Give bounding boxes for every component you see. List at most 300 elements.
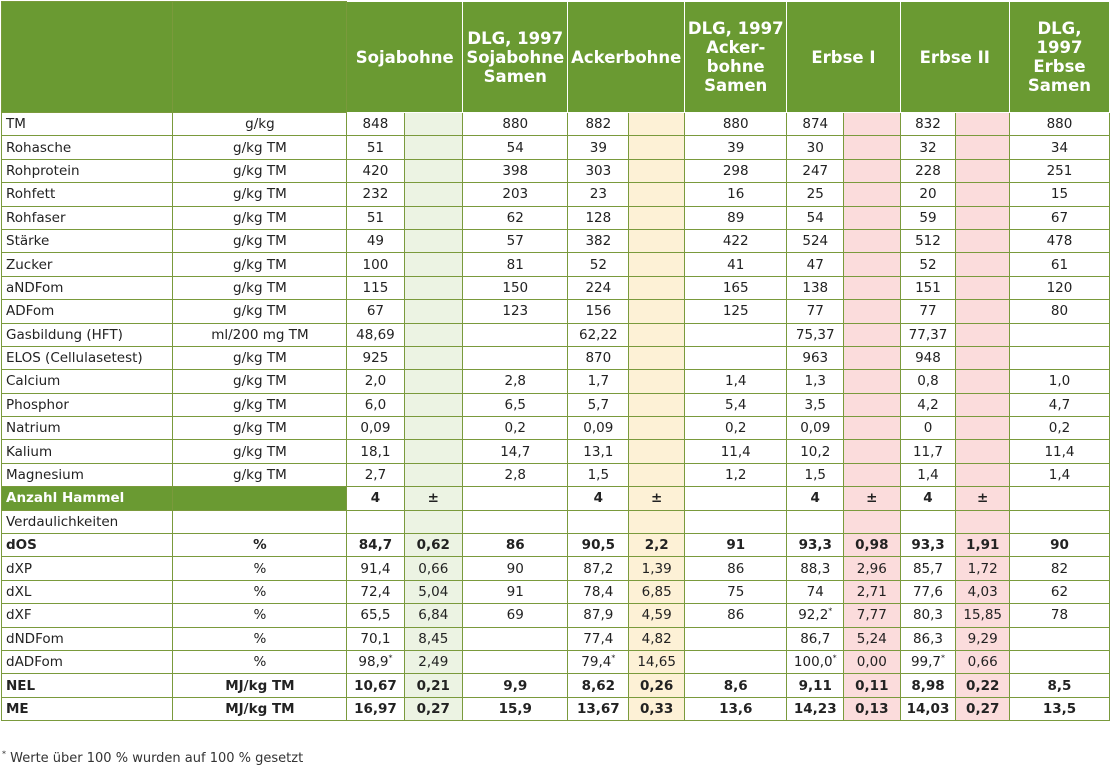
- table-cell: 70,1: [347, 627, 404, 650]
- table-cell: 880: [1009, 113, 1109, 136]
- table-cell: 7,77: [844, 604, 900, 627]
- table-cell: 4: [787, 487, 844, 510]
- table-cell: 4: [900, 487, 956, 510]
- table-cell: 51: [347, 206, 404, 229]
- row-unit: g/kg TM: [173, 346, 347, 369]
- table-cell: 4: [347, 487, 404, 510]
- table-row: [2, 206, 1110, 229]
- row-unit: %: [173, 580, 347, 603]
- row-unit: g/kg TM: [173, 136, 347, 159]
- table-row: [2, 159, 1110, 182]
- table-cell: ±: [404, 487, 463, 510]
- table-cell: 32: [900, 136, 956, 159]
- table-cell: 6,84: [404, 604, 463, 627]
- table-cell: [844, 510, 900, 533]
- row-label: dADFom: [2, 650, 173, 673]
- table-cell: [463, 627, 568, 650]
- table-cell: [844, 463, 900, 486]
- row-unit: %: [173, 557, 347, 580]
- table-cell: 1,4: [1009, 463, 1109, 486]
- table-cell: [685, 323, 787, 346]
- table-row: [2, 253, 1110, 276]
- table-cell: 86,7: [787, 627, 844, 650]
- table-cell: 398: [463, 159, 568, 182]
- table-cell: [629, 346, 685, 369]
- table-cell: [685, 627, 787, 650]
- row-label: TM: [2, 113, 173, 136]
- table-row: [2, 627, 1110, 650]
- table-cell: [1009, 627, 1109, 650]
- table-row: [2, 650, 1110, 673]
- table-cell: [404, 229, 463, 252]
- table-cell: 880: [463, 113, 568, 136]
- table-cell: 120: [1009, 276, 1109, 299]
- table-cell: 54: [463, 136, 568, 159]
- row-unit: %: [173, 534, 347, 557]
- table-cell: 59: [900, 206, 956, 229]
- table-row: [2, 697, 1110, 720]
- table-cell: 151: [900, 276, 956, 299]
- header-blank-unit: [173, 2, 347, 113]
- table-cell: 2,8: [463, 370, 568, 393]
- table-cell: 2,71: [844, 580, 900, 603]
- table-cell: 1,0: [1009, 370, 1109, 393]
- table-cell: 8,45: [404, 627, 463, 650]
- row-label: Zucker: [2, 253, 173, 276]
- table-cell: 34: [1009, 136, 1109, 159]
- table-cell: 0,26: [629, 674, 685, 697]
- table-cell: 91: [463, 580, 568, 603]
- table-cell: [956, 370, 1010, 393]
- table-cell: 86: [463, 534, 568, 557]
- table-cell: 247: [787, 159, 844, 182]
- table-cell: [1009, 323, 1109, 346]
- row-unit: g/kg TM: [173, 440, 347, 463]
- table-cell: 874: [787, 113, 844, 136]
- table-cell: 86,3: [900, 627, 956, 650]
- table-cell: 1,4: [900, 463, 956, 486]
- table-cell: 9,9: [463, 674, 568, 697]
- table-row: [2, 534, 1110, 557]
- table-cell: 62: [463, 206, 568, 229]
- table-cell: [1009, 346, 1109, 369]
- table-cell: 512: [900, 229, 956, 252]
- table-cell: 89: [685, 206, 787, 229]
- table-cell: 848: [347, 113, 404, 136]
- footnote-marker: *: [832, 653, 837, 663]
- table-row: [2, 276, 1110, 299]
- table-cell: ±: [629, 487, 685, 510]
- table-cell: [685, 650, 787, 673]
- nutrient-table: [1, 1, 1110, 721]
- table-cell: [629, 229, 685, 252]
- row-label: aNDFom: [2, 276, 173, 299]
- table-cell: 1,5: [568, 463, 629, 486]
- row-unit: g/kg TM: [173, 393, 347, 416]
- table-cell: 90: [1009, 534, 1109, 557]
- table-cell: 138: [787, 276, 844, 299]
- header-ackerbohne: Ackerbohne: [568, 2, 685, 113]
- table-cell: [629, 183, 685, 206]
- table-cell: [844, 323, 900, 346]
- table-cell: 9,11: [787, 674, 844, 697]
- table-cell: 20: [900, 183, 956, 206]
- table-cell: 2,0: [347, 370, 404, 393]
- row-unit: MJ/kg TM: [173, 674, 347, 697]
- table-cell: 478: [1009, 229, 1109, 252]
- table-row: [2, 417, 1110, 440]
- table-cell: [629, 206, 685, 229]
- table-cell: 150: [463, 276, 568, 299]
- row-unit: g/kg TM: [173, 253, 347, 276]
- table-cell: 4,7: [1009, 393, 1109, 416]
- table-cell: 77,4: [568, 627, 629, 650]
- table-cell: [956, 253, 1010, 276]
- table-cell: 6,85: [629, 580, 685, 603]
- footnote: * Werte über 100 % wurden auf 100 % gesetzt: [2, 749, 304, 766]
- table-cell: 1,3: [787, 370, 844, 393]
- table-cell: [629, 253, 685, 276]
- header-dlg-sojabohne: DLG, 1997 Sojabohne Samen: [463, 2, 568, 113]
- table-cell: [404, 463, 463, 486]
- row-label: Rohasche: [2, 136, 173, 159]
- table-row: [2, 393, 1110, 416]
- table-cell: 81: [463, 253, 568, 276]
- table-cell: [629, 510, 685, 533]
- table-cell: 90,5: [568, 534, 629, 557]
- table-cell: 14,23: [787, 697, 844, 720]
- table-cell: 382: [568, 229, 629, 252]
- table-cell: 87,2: [568, 557, 629, 580]
- table-cell: [568, 510, 629, 533]
- table-cell: 10,2: [787, 440, 844, 463]
- table-cell: 963: [787, 346, 844, 369]
- table-cell: 232: [347, 183, 404, 206]
- table-row: [2, 580, 1110, 603]
- table-cell: 0,27: [956, 697, 1010, 720]
- table-cell: 75: [685, 580, 787, 603]
- row-unit: %: [173, 604, 347, 627]
- table-cell: 5,7: [568, 393, 629, 416]
- table-cell: [844, 300, 900, 323]
- table-cell: 11,4: [685, 440, 787, 463]
- table-cell: 41: [685, 253, 787, 276]
- table-cell: [956, 393, 1010, 416]
- table-cell: [404, 370, 463, 393]
- table-cell: 99,7*: [900, 650, 956, 673]
- table-cell: 91: [685, 534, 787, 557]
- table-cell: 1,4: [685, 370, 787, 393]
- table-cell: [629, 463, 685, 486]
- table-cell: 156: [568, 300, 629, 323]
- table-cell: [404, 159, 463, 182]
- table-cell: 1,5: [787, 463, 844, 486]
- table-cell: 39: [568, 136, 629, 159]
- table-cell: 78,4: [568, 580, 629, 603]
- table-row: [2, 557, 1110, 580]
- table-cell: 62,22: [568, 323, 629, 346]
- table-cell: 48,69: [347, 323, 404, 346]
- table-cell: [463, 323, 568, 346]
- table-cell: 77,6: [900, 580, 956, 603]
- row-unit: %: [173, 627, 347, 650]
- table-cell: [956, 113, 1010, 136]
- table-row: [2, 487, 1110, 510]
- table-cell: [404, 393, 463, 416]
- row-unit: g/kg TM: [173, 276, 347, 299]
- table-cell: 77: [787, 300, 844, 323]
- table-cell: [629, 113, 685, 136]
- table-cell: 6,5: [463, 393, 568, 416]
- row-unit: g/kg TM: [173, 159, 347, 182]
- table-cell: 882: [568, 113, 629, 136]
- table-cell: [629, 417, 685, 440]
- table-cell: [629, 370, 685, 393]
- table-cell: [404, 206, 463, 229]
- table-cell: [844, 206, 900, 229]
- table-cell: [844, 229, 900, 252]
- row-unit: MJ/kg TM: [173, 697, 347, 720]
- table-cell: 39: [685, 136, 787, 159]
- row-unit: g/kg TM: [173, 463, 347, 486]
- table-cell: [404, 253, 463, 276]
- table-cell: [844, 183, 900, 206]
- table-cell: 75,37: [787, 323, 844, 346]
- table-cell: 925: [347, 346, 404, 369]
- table-body: [2, 2, 1110, 721]
- table-cell: 123: [463, 300, 568, 323]
- row-label: Anzahl Hammel: [2, 487, 173, 510]
- table-row: [2, 346, 1110, 369]
- row-label: Gasbildung (HFT): [2, 323, 173, 346]
- table-cell: 72,4: [347, 580, 404, 603]
- table-cell: 1,7: [568, 370, 629, 393]
- table-cell: 80,3: [900, 604, 956, 627]
- row-label: Kalium: [2, 440, 173, 463]
- table-cell: [956, 276, 1010, 299]
- row-label: Rohfett: [2, 183, 173, 206]
- table-cell: [629, 440, 685, 463]
- table-cell: [844, 253, 900, 276]
- table-cell: 61: [1009, 253, 1109, 276]
- table-cell: [956, 300, 1010, 323]
- table-cell: 54: [787, 206, 844, 229]
- table-row: [2, 463, 1110, 486]
- table-cell: 15,85: [956, 604, 1010, 627]
- table-cell: 420: [347, 159, 404, 182]
- table-cell: 5,04: [404, 580, 463, 603]
- row-label: dXL: [2, 580, 173, 603]
- table-row: [2, 136, 1110, 159]
- table-cell: 67: [1009, 206, 1109, 229]
- table-cell: [404, 440, 463, 463]
- table-cell: 4,82: [629, 627, 685, 650]
- header-erbse-1: Erbse I: [787, 2, 900, 113]
- table-cell: 8,6: [685, 674, 787, 697]
- table-cell: 67: [347, 300, 404, 323]
- table-cell: [956, 159, 1010, 182]
- row-label: Rohfaser: [2, 206, 173, 229]
- table-cell: [956, 229, 1010, 252]
- table-cell: 0,2: [685, 417, 787, 440]
- table-cell: 2,2: [629, 534, 685, 557]
- table-cell: [844, 346, 900, 369]
- row-unit: g/kg TM: [173, 183, 347, 206]
- table-cell: 5,24: [844, 627, 900, 650]
- table-cell: [844, 440, 900, 463]
- table-cell: 8,98: [900, 674, 956, 697]
- table-cell: 1,39: [629, 557, 685, 580]
- row-unit: [173, 510, 347, 533]
- table-cell: 13,67: [568, 697, 629, 720]
- table-row: [2, 674, 1110, 697]
- table-cell: [844, 393, 900, 416]
- row-label: dXF: [2, 604, 173, 627]
- table-row: [2, 300, 1110, 323]
- row-label: NEL: [2, 674, 173, 697]
- table-cell: ±: [956, 487, 1010, 510]
- table-cell: 78: [1009, 604, 1109, 627]
- table-cell: [463, 510, 568, 533]
- table-cell: 90: [463, 557, 568, 580]
- row-label: Stärke: [2, 229, 173, 252]
- table-cell: 4: [568, 487, 629, 510]
- table-cell: [844, 113, 900, 136]
- table-cell: 0,66: [956, 650, 1010, 673]
- table-row: [2, 229, 1110, 252]
- table-cell: 0,09: [568, 417, 629, 440]
- table-cell: 98,9*: [347, 650, 404, 673]
- table-cell: [629, 276, 685, 299]
- table-cell: 128: [568, 206, 629, 229]
- table-cell: 14,03: [900, 697, 956, 720]
- table-row: [2, 510, 1110, 533]
- table-cell: 4,2: [900, 393, 956, 416]
- table-cell: 1,2: [685, 463, 787, 486]
- header-sojabohne: Sojabohne: [347, 2, 463, 113]
- table-cell: 115: [347, 276, 404, 299]
- row-label: Magnesium: [2, 463, 173, 486]
- table-cell: 86: [685, 557, 787, 580]
- footnote-marker: *: [388, 653, 393, 663]
- table-cell: [900, 510, 956, 533]
- table-cell: [787, 510, 844, 533]
- row-unit: g/kg: [173, 113, 347, 136]
- table-cell: 203: [463, 183, 568, 206]
- row-label: Natrium: [2, 417, 173, 440]
- table-cell: 16,97: [347, 697, 404, 720]
- table-cell: [629, 136, 685, 159]
- table-cell: 422: [685, 229, 787, 252]
- row-unit: %: [173, 650, 347, 673]
- table-cell: 86: [685, 604, 787, 627]
- header-dlg-ackerbohne: DLG, 1997 Acker-bohne Samen: [685, 2, 787, 113]
- table-cell: [629, 393, 685, 416]
- table-cell: 0,22: [956, 674, 1010, 697]
- table-cell: 80: [1009, 300, 1109, 323]
- table-row: [2, 604, 1110, 627]
- table-cell: [404, 113, 463, 136]
- row-label: Phosphor: [2, 393, 173, 416]
- table-cell: [1009, 510, 1109, 533]
- table-cell: [844, 159, 900, 182]
- row-unit: [173, 487, 347, 510]
- row-label: dXP: [2, 557, 173, 580]
- table-cell: [956, 183, 1010, 206]
- table-cell: [956, 463, 1010, 486]
- table-cell: 93,3: [900, 534, 956, 557]
- table-cell: 880: [685, 113, 787, 136]
- table-cell: 13,6: [685, 697, 787, 720]
- row-unit: g/kg TM: [173, 370, 347, 393]
- table-cell: 0,27: [404, 697, 463, 720]
- table-cell: 100: [347, 253, 404, 276]
- table-cell: 15: [1009, 183, 1109, 206]
- table-cell: 1,91: [956, 534, 1010, 557]
- table-cell: 62: [1009, 580, 1109, 603]
- table-cell: 82: [1009, 557, 1109, 580]
- row-unit: g/kg TM: [173, 417, 347, 440]
- table-cell: 85,7: [900, 557, 956, 580]
- table-cell: [956, 206, 1010, 229]
- table-cell: 84,7: [347, 534, 404, 557]
- table-row: [2, 440, 1110, 463]
- table-cell: 52: [900, 253, 956, 276]
- table-cell: [844, 136, 900, 159]
- table-cell: 224: [568, 276, 629, 299]
- table-cell: 91,4: [347, 557, 404, 580]
- table-cell: [404, 183, 463, 206]
- table-cell: [685, 510, 787, 533]
- table-cell: 0,11: [844, 674, 900, 697]
- header-dlg-erbse: DLG, 1997 Erbse Samen: [1009, 2, 1109, 113]
- table-cell: [956, 136, 1010, 159]
- table-cell: [404, 323, 463, 346]
- header-row: [2, 2, 1110, 113]
- table-cell: 9,29: [956, 627, 1010, 650]
- table-cell: 0,2: [463, 417, 568, 440]
- table-cell: [463, 346, 568, 369]
- table-cell: [685, 346, 787, 369]
- table-cell: 25: [787, 183, 844, 206]
- footnote-marker: *: [611, 653, 616, 663]
- table-cell: 16: [685, 183, 787, 206]
- table-cell: 11,4: [1009, 440, 1109, 463]
- table-cell: 15,9: [463, 697, 568, 720]
- table-cell: 2,49: [404, 650, 463, 673]
- row-label: ELOS (Cellulasetest): [2, 346, 173, 369]
- row-label: ME: [2, 697, 173, 720]
- table-cell: 0,62: [404, 534, 463, 557]
- table-cell: [629, 323, 685, 346]
- table-cell: [629, 159, 685, 182]
- table-cell: 832: [900, 113, 956, 136]
- table-cell: [404, 136, 463, 159]
- footnote-marker: *: [2, 749, 6, 759]
- table-cell: 2,8: [463, 463, 568, 486]
- table-cell: [844, 370, 900, 393]
- table-row: [2, 183, 1110, 206]
- table-cell: 87,9: [568, 604, 629, 627]
- table-cell: 10,67: [347, 674, 404, 697]
- header-erbse-2: Erbse II: [900, 2, 1009, 113]
- table-cell: [404, 300, 463, 323]
- table-cell: 165: [685, 276, 787, 299]
- table-cell: 13,1: [568, 440, 629, 463]
- table-cell: 49: [347, 229, 404, 252]
- table-cell: 0,13: [844, 697, 900, 720]
- table-cell: 3,5: [787, 393, 844, 416]
